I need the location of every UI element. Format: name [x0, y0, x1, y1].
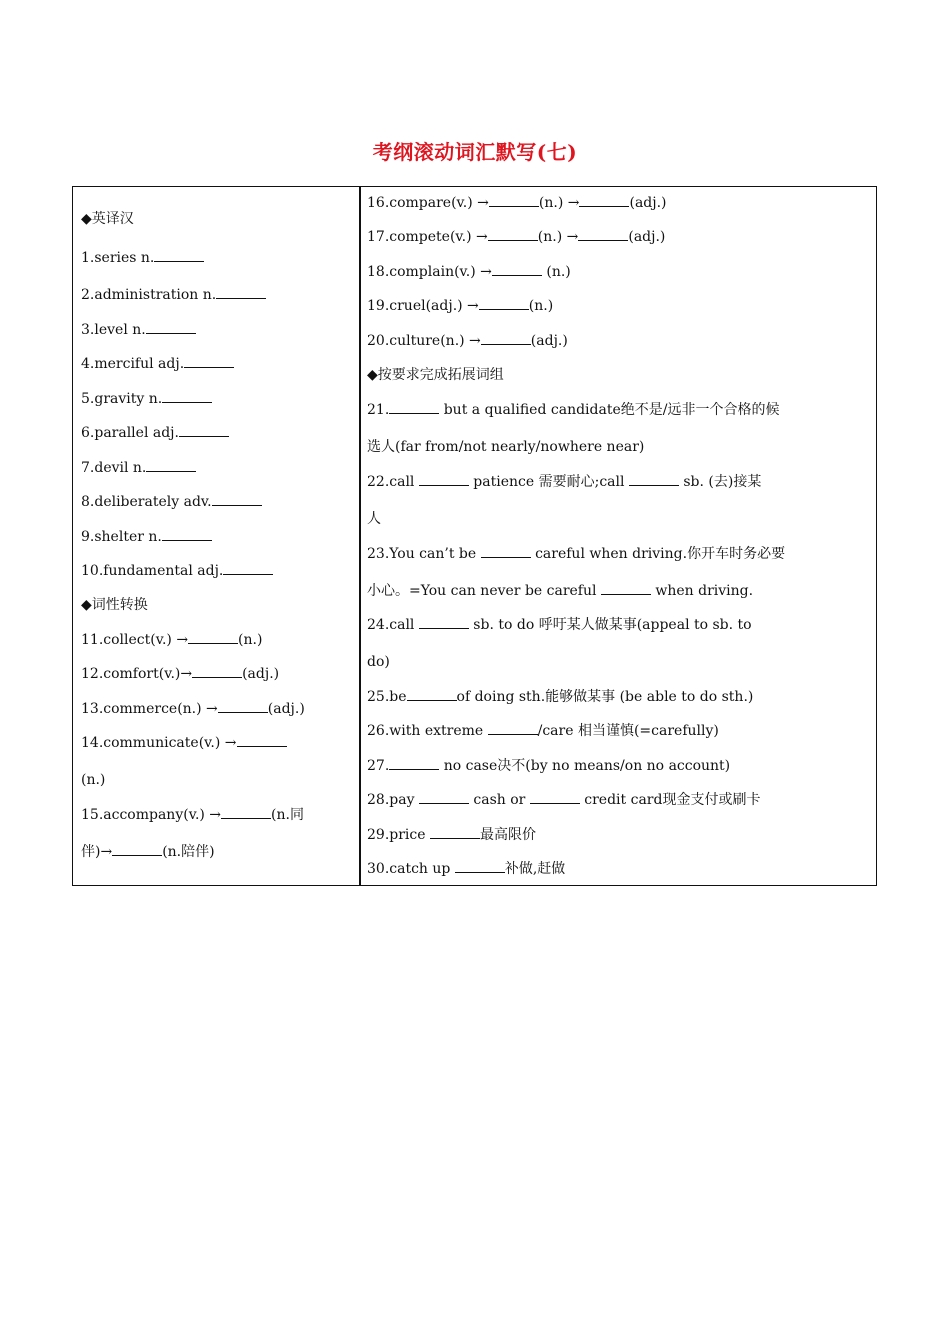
- exercise-table: [72, 186, 877, 886]
- answer-blank[interactable]: [389, 756, 439, 770]
- answer-blank[interactable]: [192, 664, 242, 678]
- item-10: 10.fundamental adj.: [81, 561, 273, 581]
- item-19: 19.cruel(adj.) → (n.): [367, 298, 554, 314]
- item-20: 20.culture(n.) → (adj.): [367, 333, 568, 349]
- answer-blank[interactable]: [223, 561, 273, 575]
- answer-blank[interactable]: [162, 527, 212, 541]
- answer-blank[interactable]: [419, 790, 469, 804]
- item-14-continued: (n.): [81, 772, 106, 788]
- item-16: 16.compare(v.) → (n.) → (adj.): [367, 195, 667, 211]
- item-23: 23.You can’t be careful when driving.你开车时务必要: [367, 546, 786, 562]
- item-27: 27. no case决不(by no means/on no account): [367, 758, 731, 774]
- answer-blank[interactable]: [579, 193, 629, 207]
- item-15-continued: 伴)→ (n.陪伴): [81, 844, 215, 860]
- answer-blank[interactable]: [407, 687, 457, 701]
- answer-blank[interactable]: [419, 615, 469, 629]
- item-21-continued: 选人(far from/not nearly/nowhere near): [367, 439, 645, 455]
- answer-blank[interactable]: [489, 193, 539, 207]
- answer-blank[interactable]: [218, 699, 268, 713]
- answer-blank[interactable]: [488, 227, 538, 241]
- answer-blank[interactable]: [430, 825, 480, 839]
- answer-blank[interactable]: [455, 859, 505, 873]
- answer-blank[interactable]: [492, 262, 542, 276]
- answer-blank[interactable]: [216, 285, 266, 299]
- item-17: 17.compete(v.) → (n.) → (adj.): [367, 229, 666, 245]
- item-14: 14.communicate(v.) →: [81, 733, 287, 753]
- item-5: 5.gravity n.: [81, 389, 212, 409]
- item-28: 28.pay cash or credit card现金支付或刷卡: [367, 792, 761, 808]
- item-26: 26.with extreme /care 相当谨慎(=carefully): [367, 723, 719, 739]
- answer-blank[interactable]: [481, 544, 531, 558]
- answer-blank[interactable]: [530, 790, 580, 804]
- section-heading-word-forms: ◆词性转换: [81, 597, 148, 613]
- item-7: 7.devil n.: [81, 458, 196, 478]
- item-15: 15.accompany(v.) → (n.同: [81, 807, 304, 823]
- section-heading-phrases: ◆按要求完成拓展词组: [367, 367, 504, 383]
- item-6: 6.parallel adj.: [81, 423, 229, 443]
- item-1: 1.series n.: [81, 248, 204, 268]
- answer-blank[interactable]: [221, 805, 271, 819]
- item-24-continued: do): [367, 654, 390, 670]
- item-9: 9.shelter n.: [81, 527, 212, 547]
- item-18: 18.complain(v.) → (n.): [367, 264, 571, 280]
- answer-blank[interactable]: [184, 354, 234, 368]
- item-22: 22.call patience 需要耐心;call sb. (去)接某: [367, 474, 762, 490]
- item-11: 11.collect(v.) → (n.): [81, 632, 263, 648]
- item-4: 4.merciful adj.: [81, 354, 234, 374]
- item-24: 24.call sb. to do 呼吁某人做某事(appeal to sb. to: [367, 617, 752, 633]
- answer-blank[interactable]: [479, 296, 529, 310]
- answer-blank[interactable]: [629, 472, 679, 486]
- answer-blank[interactable]: [389, 400, 439, 414]
- item-25: 25.be of doing sth.能够做某事 (be able to do sth.): [367, 689, 754, 705]
- item-3: 3.level n.: [81, 320, 196, 340]
- answer-blank[interactable]: [212, 492, 262, 506]
- page-title: 考纲滚动词汇默写(七): [372, 140, 578, 164]
- column-divider: [359, 187, 361, 885]
- answer-blank[interactable]: [188, 630, 238, 644]
- section-heading-translation: ◆英译汉: [81, 211, 134, 227]
- answer-blank[interactable]: [601, 581, 651, 595]
- answer-blank[interactable]: [419, 472, 469, 486]
- answer-blank[interactable]: [481, 331, 531, 345]
- answer-blank[interactable]: [146, 458, 196, 472]
- item-21: 21. but a qualified candidate绝不是/远非一个合格的候: [367, 402, 780, 418]
- answer-blank[interactable]: [112, 842, 162, 856]
- item-23-continued: 小心。=You can never be careful when driving.: [367, 583, 754, 599]
- answer-blank[interactable]: [488, 721, 538, 735]
- item-13: 13.commerce(n.) → (adj.): [81, 701, 305, 717]
- item-12: 12.comfort(v.)→ (adj.): [81, 666, 280, 682]
- answer-blank[interactable]: [146, 320, 196, 334]
- item-8: 8.deliberately adv.: [81, 492, 262, 512]
- answer-blank[interactable]: [578, 227, 628, 241]
- answer-blank[interactable]: [154, 248, 204, 262]
- answer-blank[interactable]: [162, 389, 212, 403]
- item-22-continued: 人: [367, 511, 381, 527]
- answer-blank[interactable]: [237, 733, 287, 747]
- item-29: 29.price 最高限价: [367, 827, 536, 843]
- item-2: 2.administration n.: [81, 285, 266, 305]
- answer-blank[interactable]: [179, 423, 229, 437]
- item-30: 30.catch up 补做,赶做: [367, 861, 566, 877]
